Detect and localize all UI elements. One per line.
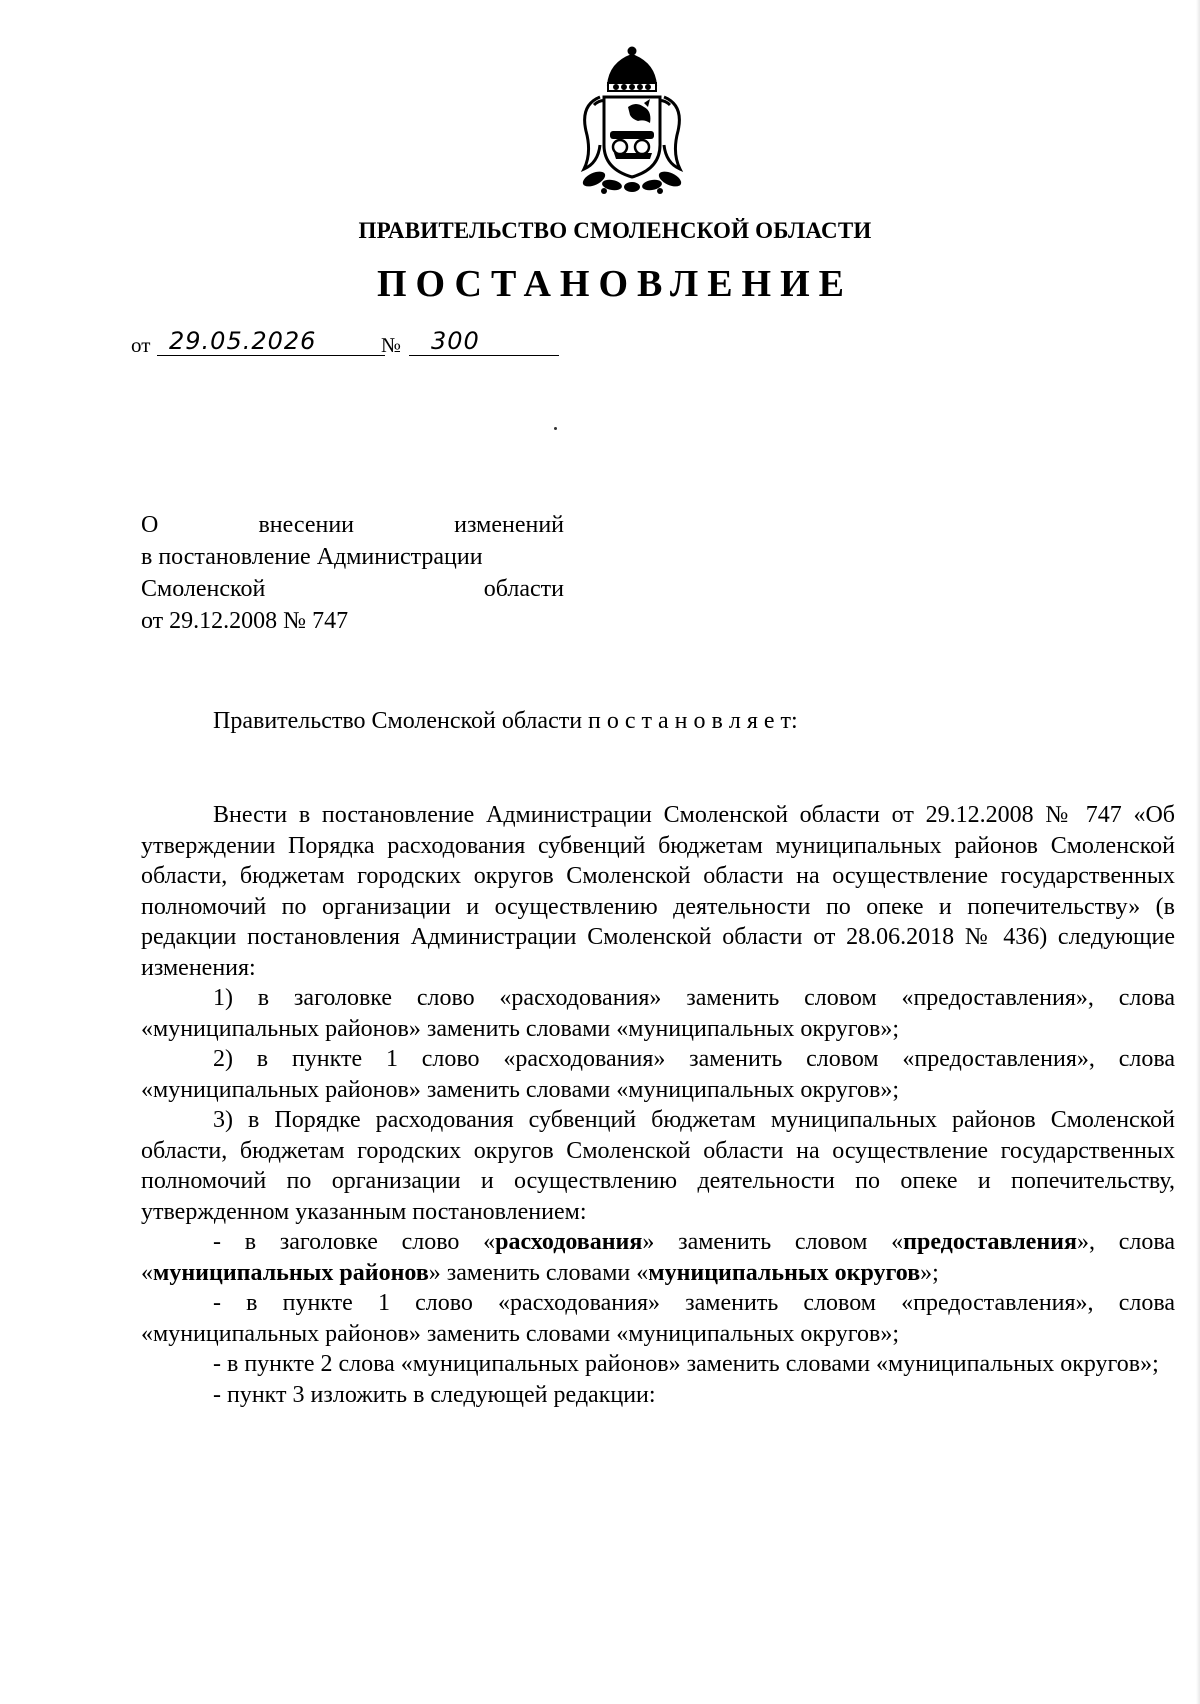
- scan-speck: [554, 427, 557, 430]
- body-paragraph-6: - в пункте 1 слово «расходования» заменить словом «предоставления», слова «муниципальных районов» заменить словами «муниципальных округов»;: [141, 1290, 1175, 1347]
- subject-line-1: О внесении изменений: [141, 512, 565, 538]
- decree-phrase: Правительство Смоленской области п о с т а н о в л я е т:: [213, 708, 798, 734]
- subject-line-4: от 29.12.2008 № 747: [141, 608, 349, 634]
- scan-page-edge: [1196, 0, 1200, 1704]
- document-dateline: [131, 327, 480, 369]
- document-body: [141, 800, 1175, 1410]
- subject-line-2: в постановление Администрации: [141, 544, 483, 570]
- date-from-label: от: [131, 333, 151, 357]
- document-number: 300: [409, 327, 559, 356]
- body-paragraph-5: - в заголовке слово «расходования» заменить словом «предоставления», слова «муниципальных районов» заменить словами «муниципальных округов»;: [141, 1229, 1175, 1286]
- document-subject: [141, 509, 564, 637]
- body-paragraph-8: - пункт 3 изложить в следующей редакции:: [213, 1381, 656, 1408]
- document-number-label: №: [381, 333, 402, 357]
- body-paragraph-4: 3) в Порядке расходования субвенций бюджетам муниципальных районов Смоленской области, бюджетам городских округов Смоленской области на осуществление государственных полномочий по организации и осуществлению деятельности по опеке и попечительству, утвержденном указанным постановлением:: [141, 1107, 1175, 1225]
- body-paragraph-1: Внести в постановление Администрации Смоленской области от 29.12.2008 № 747 «Об утверждении Порядка расходования субвенций бюджетам муниципальных районов Смоленской области, бюджетам городских округов Смоленской области на осуществление государственных полномочий по организации и осуществлению деятельности по опеке и попечительству» (в редакции постановления Администрации Смоленской области от 28.06.2018 № 436) следующие изменения:: [141, 802, 1175, 981]
- coat-of-arms-icon: [570, 45, 694, 195]
- organization-title: ПРАВИТЕЛЬСТВО СМОЛЕНСКОЙ ОБЛАСТИ: [358, 218, 872, 243]
- subject-line-3: Смоленской области: [141, 576, 564, 602]
- document-date: 29.05.2026: [157, 327, 385, 356]
- body-paragraph-7: - в пункте 2 слова «муниципальных районов» заменить словами «муниципальных округов»;: [213, 1351, 1159, 1377]
- document-type-title: ПОСТАНОВЛЕНИЕ: [376, 263, 854, 305]
- body-paragraph-2: 1) в заголовке слово «расходования» заменить словом «предоставления», слова «муниципальных районов» заменить словами «муниципальных округов»;: [141, 985, 1175, 1042]
- body-paragraph-3: 2) в пункте 1 слово «расходования» заменить словом «предоставления», слова «муниципальных районов» заменить словами «муниципальных округов»;: [141, 1046, 1175, 1103]
